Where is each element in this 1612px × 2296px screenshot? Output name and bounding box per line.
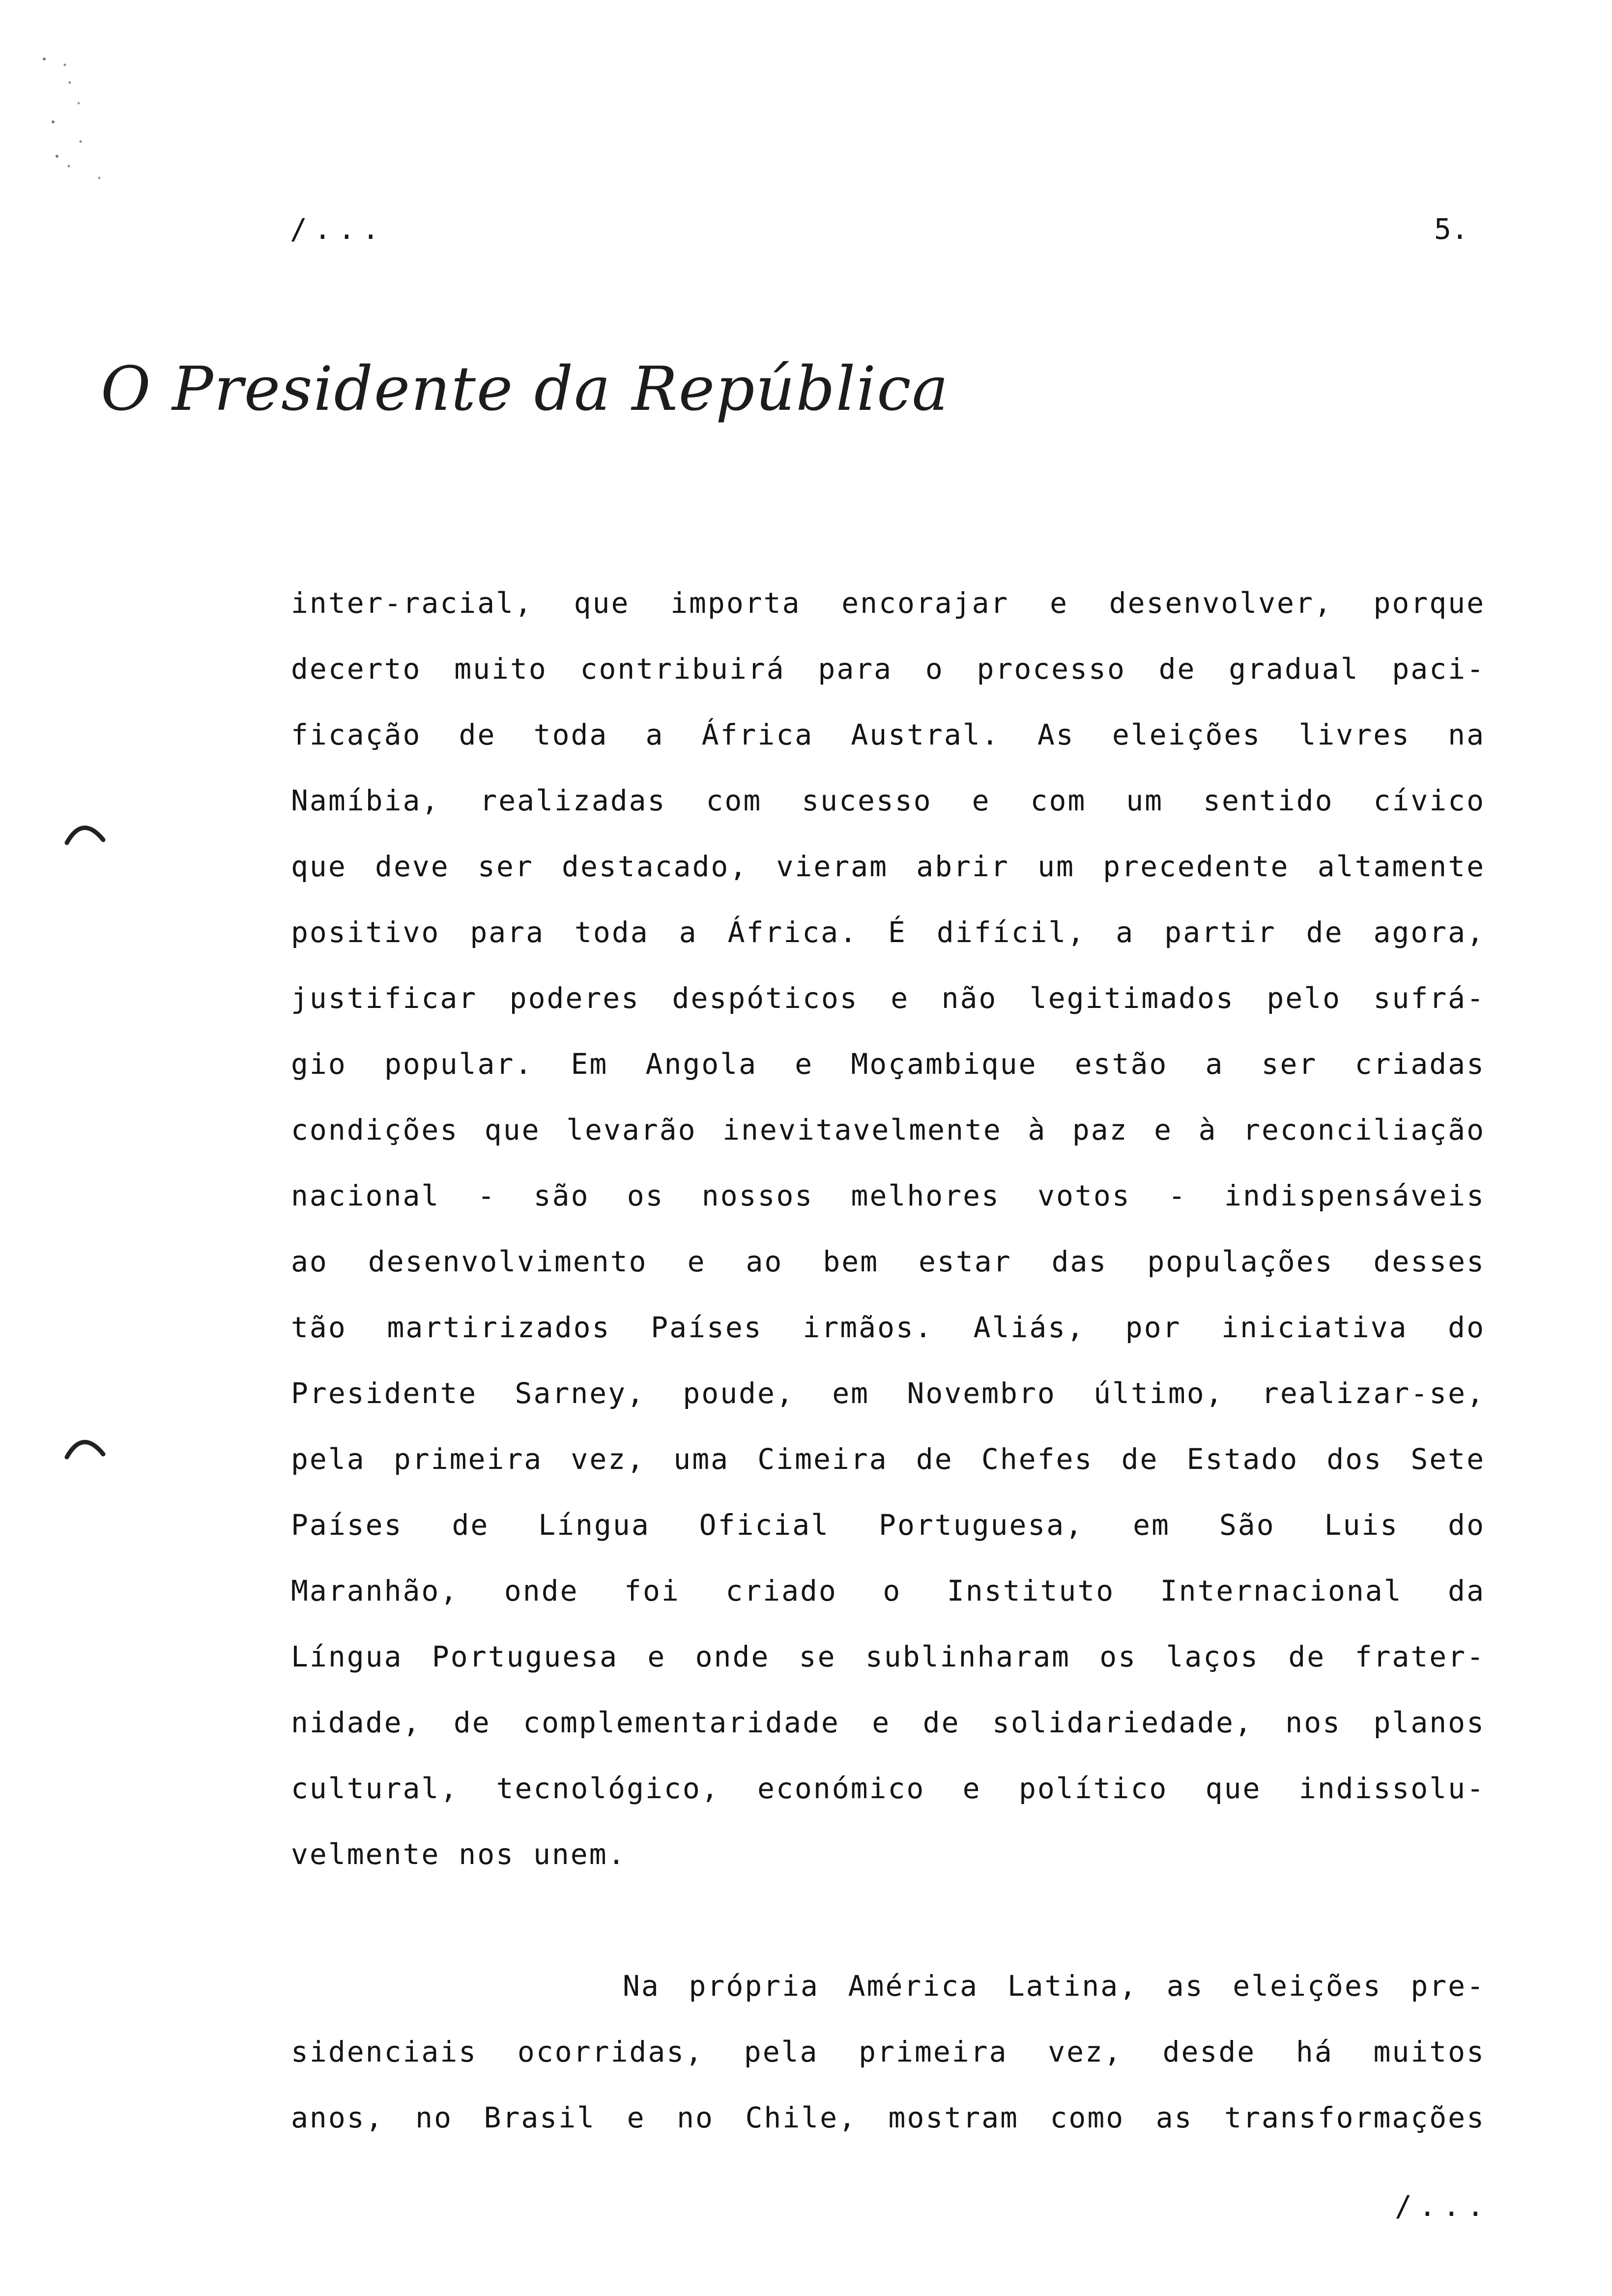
text-line: tão martirizados Países irmãos. Aliás, por iniciativa do <box>291 1311 1485 1344</box>
text-line: inter-racial, que importa encorajar e desenvolver, porque <box>291 586 1485 620</box>
text-line: gio popular. Em Angola e Moçambique estão a ser criadas <box>291 1047 1485 1081</box>
text-line: justificar poderes despóticos e não legitimados pelo sufrá- <box>291 981 1485 1015</box>
paragraph <box>291 1953 1485 2151</box>
text-line: anos, no Brasil e no Chile, mostram como as transformações <box>291 2101 1485 2134</box>
letterhead-signature: O Presidente da República <box>101 354 950 425</box>
next-page-marker: /... <box>1395 2189 1491 2223</box>
text-line: sidenciais ocorridas, pela primeira vez, desde há muitos <box>291 2035 1485 2068</box>
text-line: nacional - são os nossos melhores votos - indispensáveis <box>291 1179 1485 1212</box>
punch-hole-mark <box>63 818 107 848</box>
scan-specks <box>29 49 108 216</box>
text-line: Língua Portuguesa e onde se sublinharam os laços de frater- <box>291 1640 1485 1673</box>
text-line: ficação de toda a África Austral. As eleições livres na <box>291 718 1485 751</box>
text-line: condições que levarão inevitavelmente à paz e à reconciliação <box>291 1113 1485 1147</box>
text-line: nidade, de complementaridade e de solidariedade, nos planos <box>291 1706 1485 1739</box>
paragraph <box>291 570 1485 1887</box>
text-line: Países de Língua Oficial Portuguesa, em São Luis do <box>291 1508 1485 1542</box>
page-number: 5. <box>1434 212 1468 246</box>
letter-body <box>291 570 1485 2151</box>
text-line: Namíbia, realizadas com sucesso e com um sentido cívico <box>291 784 1485 817</box>
text-line: positivo para toda a África. É difícil, a partir de agora, <box>291 916 1485 949</box>
paragraph-gap <box>291 1887 1485 1953</box>
previous-page-marker: /... <box>290 212 386 246</box>
text-line: pela primeira vez, uma Cimeira de Chefes de Estado dos Sete <box>291 1442 1485 1476</box>
text-line: decerto muito contribuirá para o processo de gradual paci- <box>291 652 1485 686</box>
text-line: que deve ser destacado, vieram abrir um precedente altamente <box>291 850 1485 883</box>
punch-hole-mark <box>63 1433 107 1462</box>
text-line: ao desenvolvimento e ao bem estar das populações desses <box>291 1245 1485 1278</box>
text-line: Na própria América Latina, as eleições pre- <box>623 1969 1485 2003</box>
text-line: Presidente Sarney, poude, em Novembro último, realizar-se, <box>291 1377 1485 1410</box>
text-line: Maranhão, onde foi criado o Instituto Internacional da <box>291 1574 1485 1607</box>
text-line: velmente nos unem. <box>291 1837 627 1871</box>
text-line: cultural, tecnológico, económico e político que indissolu- <box>291 1772 1485 1805</box>
